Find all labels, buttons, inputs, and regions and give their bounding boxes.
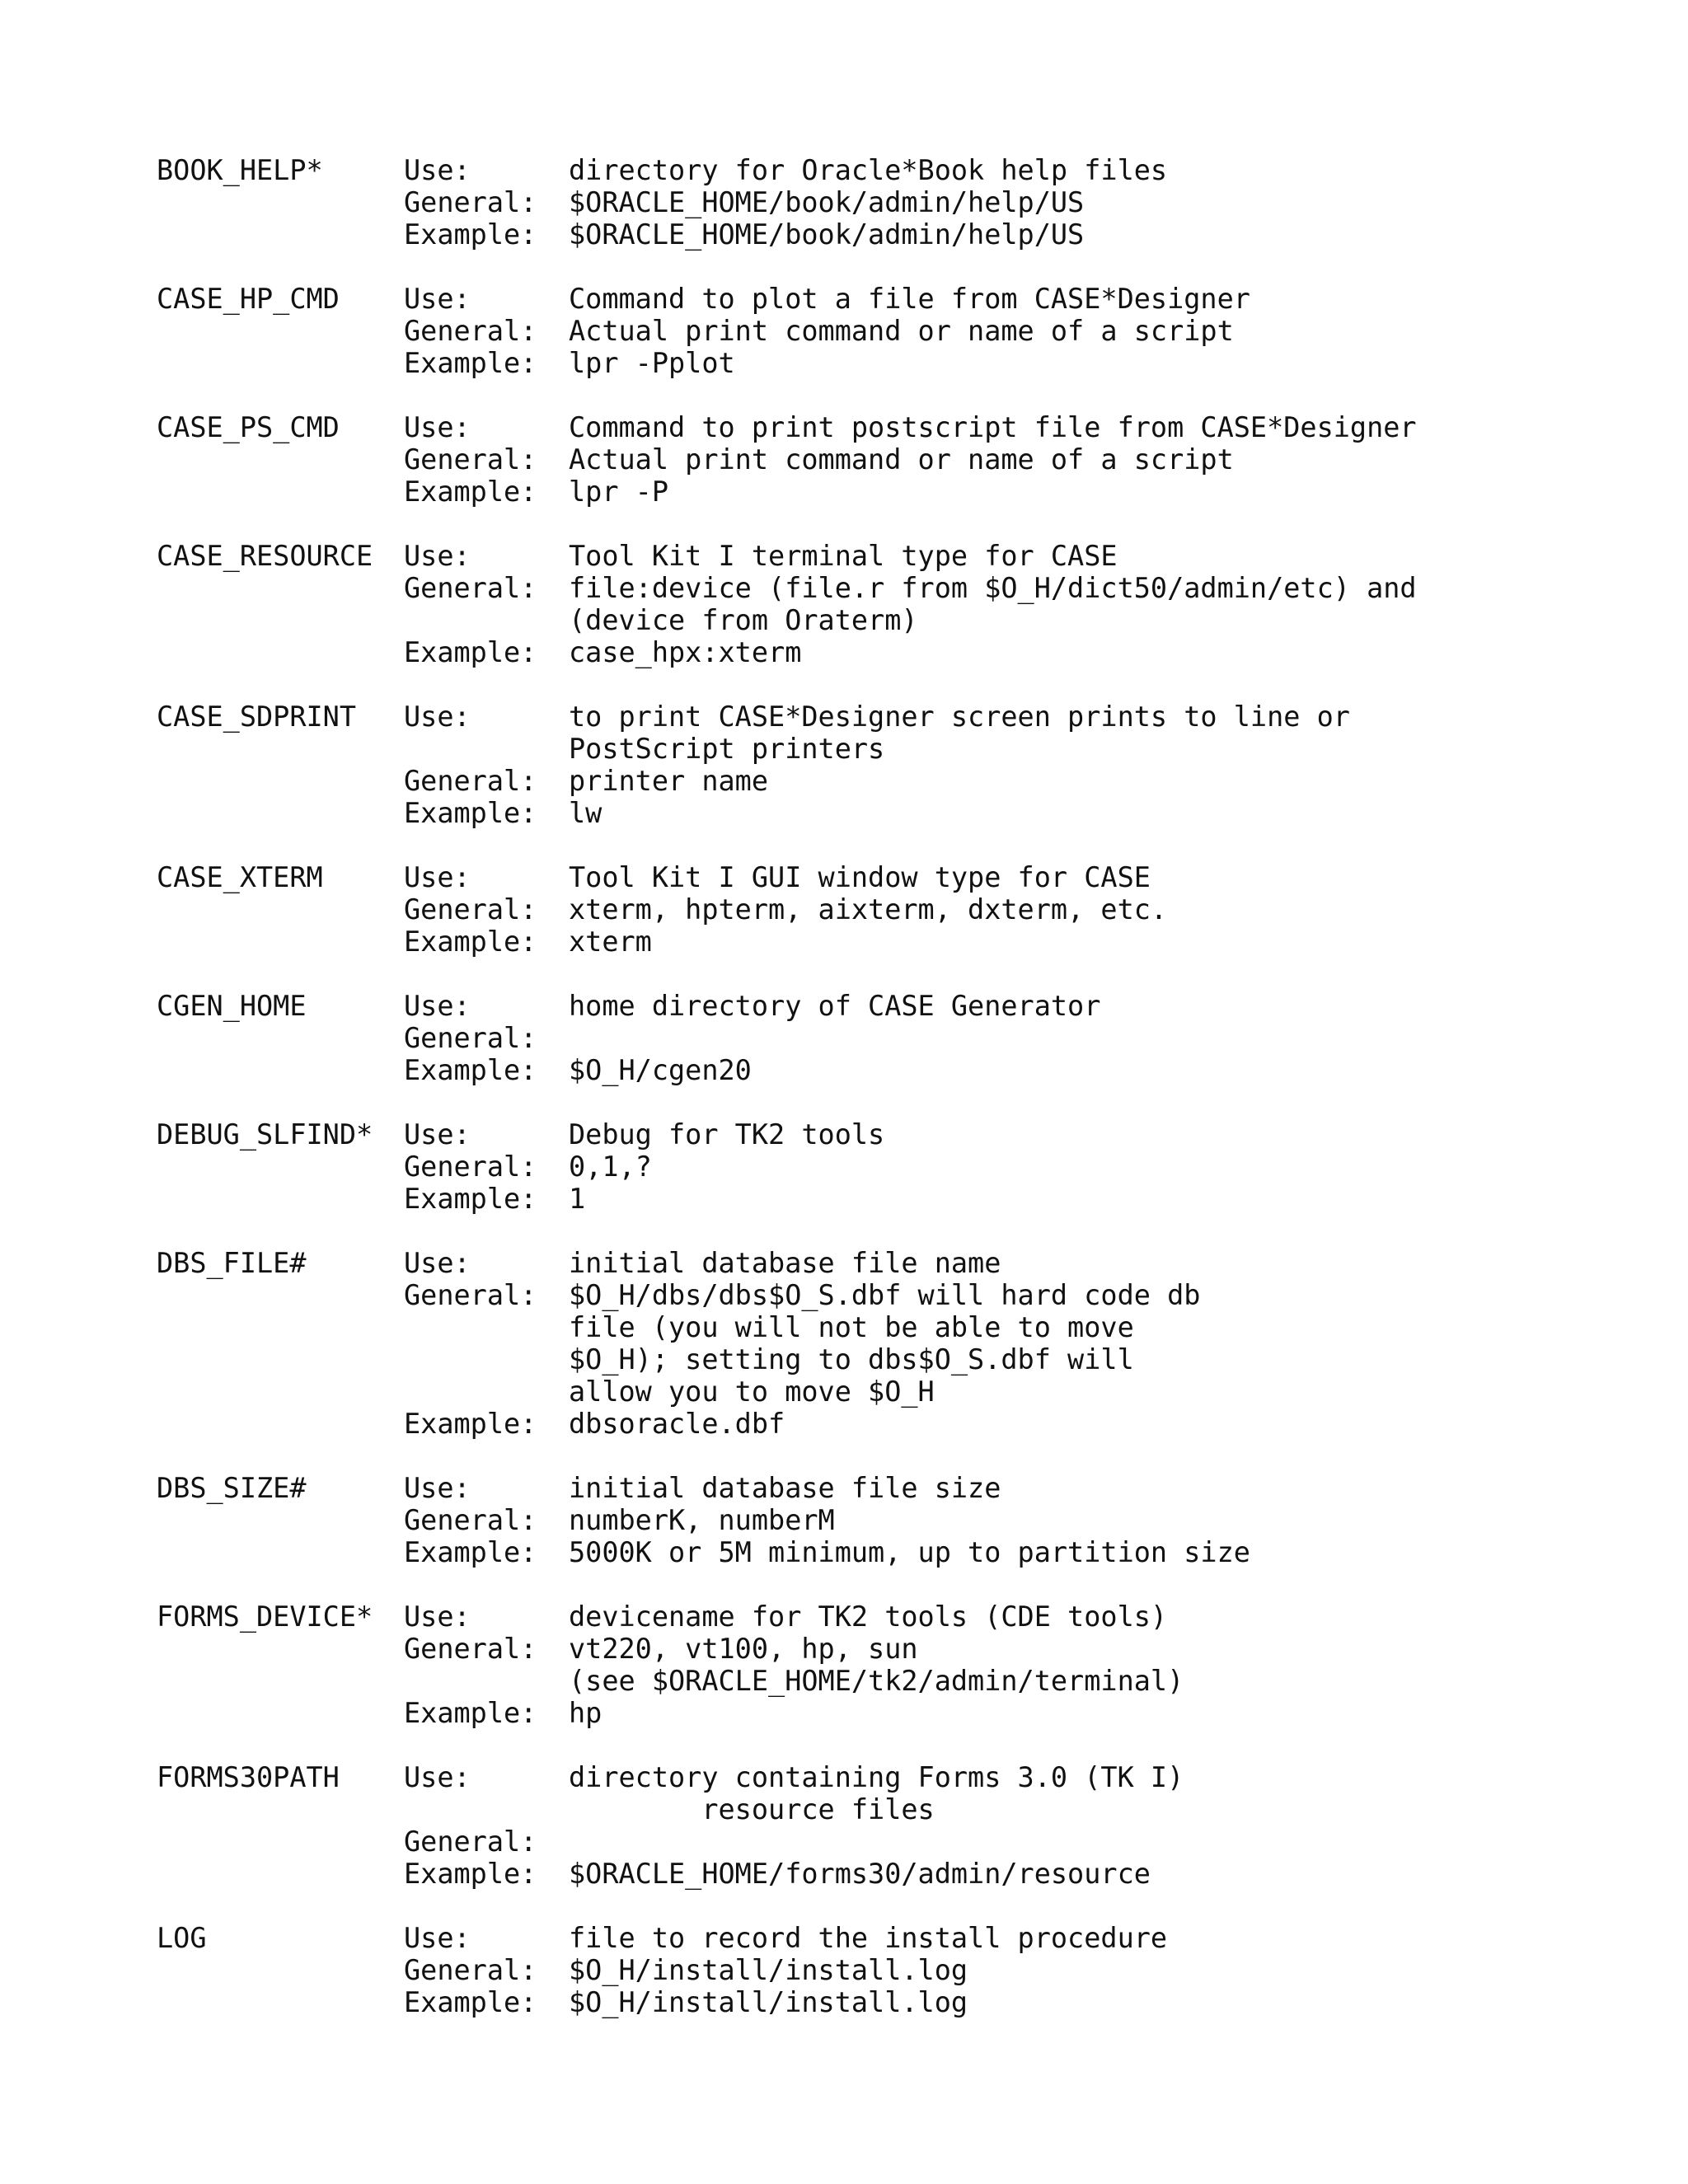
detail-value — [569, 315, 1640, 347]
env-var-entry — [157, 1118, 1640, 1215]
detail-label: Use: — [404, 1247, 471, 1279]
detail-label: General: — [404, 893, 537, 926]
detail-value-line: Command to print postscript file from CASE*Designer — [569, 411, 1417, 443]
detail-value — [569, 1697, 1640, 1729]
detail-value — [569, 893, 1640, 926]
detail-value-line: (see $ORACLE_HOME/tk2/admin/terminal) — [569, 1665, 1184, 1697]
detail-value-line: numberK, numberM — [569, 1504, 835, 1536]
detail-value — [569, 797, 1640, 829]
detail-value-line: printer name — [569, 765, 769, 797]
env-var-name: DBS_FILE# — [157, 1247, 307, 1279]
detail-value-line: $ORACLE_HOME/forms30/admin/resource — [569, 1858, 1151, 1890]
detail-value — [569, 1825, 1640, 1858]
detail-row — [404, 701, 1640, 765]
detail-value-line: directory for Oracle*Book help files — [569, 154, 1168, 186]
detail-label: General: — [404, 1825, 537, 1858]
detail-row — [404, 347, 1640, 379]
detail-value-line: case_hpx:xterm — [569, 636, 802, 668]
document-page — [157, 154, 1640, 2050]
detail-row — [404, 893, 1640, 926]
env-var-details — [404, 1922, 1640, 2018]
detail-value — [569, 1022, 1640, 1054]
env-var-name: CASE_XTERM — [157, 861, 323, 893]
env-var-entry — [157, 283, 1640, 379]
detail-value — [569, 154, 1640, 186]
detail-value — [569, 1986, 1640, 2018]
env-var-name: DBS_SIZE# — [157, 1472, 307, 1504]
env-var-name: DEBUG_SLFIND* — [157, 1118, 373, 1151]
detail-value-line: Actual print command or name of a script — [569, 443, 1234, 476]
env-var-details — [404, 861, 1640, 958]
detail-value-line: Tool Kit I GUI window type for CASE — [569, 861, 1151, 893]
detail-value-line: $O_H); setting to dbs$O_S.dbf will — [569, 1343, 1134, 1376]
detail-label: General: — [404, 1504, 537, 1536]
env-var-entry — [157, 1247, 1640, 1440]
detail-value — [569, 218, 1640, 251]
detail-label: Use: — [404, 1601, 471, 1633]
detail-value-line: $ORACLE_HOME/book/admin/help/US — [569, 186, 1085, 218]
detail-row — [404, 1183, 1640, 1215]
detail-label: Example: — [404, 1536, 537, 1568]
detail-row — [404, 1247, 1640, 1279]
detail-value — [569, 1054, 1640, 1086]
detail-label: Use: — [404, 990, 471, 1022]
detail-value-line: dbsoracle.dbf — [569, 1408, 785, 1440]
detail-value-line: $ORACLE_HOME/book/admin/help/US — [569, 218, 1085, 251]
detail-value-line: devicename for TK2 tools (CDE tools) — [569, 1601, 1168, 1633]
detail-row — [404, 765, 1640, 797]
detail-label: General: — [404, 315, 537, 347]
detail-label: Use: — [404, 861, 471, 893]
detail-value-line: vt220, vt100, hp, sun — [569, 1633, 918, 1665]
detail-value — [569, 1279, 1640, 1408]
detail-value — [569, 861, 1640, 893]
detail-value-line: allow you to move $O_H — [569, 1376, 935, 1408]
detail-row — [404, 1151, 1640, 1183]
detail-value-line: $O_H/cgen20 — [569, 1054, 752, 1086]
detail-value — [569, 476, 1640, 508]
detail-value — [569, 572, 1640, 636]
detail-value — [569, 1922, 1640, 1954]
env-var-details — [404, 154, 1640, 251]
detail-row — [404, 1761, 1640, 1825]
detail-value — [569, 926, 1640, 958]
detail-row — [404, 1504, 1640, 1536]
detail-row — [404, 1472, 1640, 1504]
detail-value-line: file:device (file.r from $O_H/dict50/admin/etc) and — [569, 572, 1417, 604]
detail-row — [404, 1536, 1640, 1568]
env-var-name: FORMS_DEVICE* — [157, 1601, 373, 1633]
detail-value-line: initial database file name — [569, 1247, 1001, 1279]
detail-value — [569, 411, 1640, 443]
detail-value-line: to print CASE*Designer screen prints to line or — [569, 701, 1350, 733]
detail-label: Example: — [404, 347, 537, 379]
detail-label: General: — [404, 572, 537, 604]
detail-value-line: directory containing Forms 3.0 (TK I) — [569, 1761, 1184, 1793]
detail-label: General: — [404, 443, 537, 476]
detail-row — [404, 315, 1640, 347]
detail-label: General: — [404, 1151, 537, 1183]
detail-value-line: lpr -P — [569, 476, 669, 508]
detail-row — [404, 1922, 1640, 1954]
detail-label: Use: — [404, 411, 471, 443]
detail-value-line: lpr -Pplot — [569, 347, 735, 379]
detail-value-line: home directory of CASE Generator — [569, 990, 1101, 1022]
detail-value — [569, 1858, 1640, 1890]
detail-row — [404, 797, 1640, 829]
detail-value — [569, 283, 1640, 315]
env-var-details — [404, 701, 1640, 829]
detail-value-line: Debug for TK2 tools — [569, 1118, 885, 1151]
detail-value — [569, 1504, 1640, 1536]
env-var-name: BOOK_HELP* — [157, 154, 323, 186]
detail-row — [404, 218, 1640, 251]
detail-value-line: file to record the install procedure — [569, 1922, 1168, 1954]
env-var-details — [404, 1247, 1640, 1440]
detail-label: General: — [404, 765, 537, 797]
detail-row — [404, 990, 1640, 1022]
detail-value — [569, 1151, 1640, 1183]
detail-label: Example: — [404, 476, 537, 508]
env-var-name: CASE_SDPRINT — [157, 701, 357, 733]
detail-row — [404, 1633, 1640, 1697]
detail-row — [404, 1279, 1640, 1408]
detail-value-line: xterm, hpterm, aixterm, dxterm, etc. — [569, 893, 1168, 926]
detail-value — [569, 347, 1640, 379]
env-var-details — [404, 283, 1640, 379]
detail-label: Example: — [404, 926, 537, 958]
detail-value-line: $O_H/dbs/dbs$O_S.dbf will hard code db — [569, 1279, 1201, 1311]
detail-value-line — [569, 1022, 1640, 1054]
detail-value — [569, 1118, 1640, 1151]
env-var-details — [404, 411, 1640, 508]
env-var-name: FORMS30PATH — [157, 1761, 340, 1793]
detail-value — [569, 1183, 1640, 1215]
detail-value — [569, 636, 1640, 668]
detail-label: General: — [404, 1022, 537, 1054]
env-var-name: CASE_HP_CMD — [157, 283, 340, 315]
detail-label: General: — [404, 1633, 537, 1665]
detail-value-line: 1 — [569, 1183, 586, 1215]
env-var-details — [404, 1601, 1640, 1729]
env-var-details — [404, 1472, 1640, 1568]
detail-label: General: — [404, 1279, 537, 1311]
detail-label: Use: — [404, 701, 471, 733]
detail-value — [569, 990, 1640, 1022]
detail-value — [569, 1601, 1640, 1633]
detail-row — [404, 154, 1640, 186]
detail-row — [404, 1825, 1640, 1858]
detail-label: Example: — [404, 1858, 537, 1890]
detail-value-line: $O_H/install/install.log — [569, 1954, 968, 1986]
detail-value — [569, 1633, 1640, 1697]
env-var-name: CASE_PS_CMD — [157, 411, 340, 443]
env-var-entry — [157, 1922, 1640, 2018]
detail-value — [569, 1954, 1640, 1986]
detail-label: Example: — [404, 636, 537, 668]
detail-value-line: (device from Oraterm) — [569, 604, 918, 636]
detail-row — [404, 636, 1640, 668]
env-var-name: CASE_RESOURCE — [157, 540, 373, 572]
env-var-entry — [157, 1601, 1640, 1729]
env-var-entry — [157, 1761, 1640, 1890]
detail-value — [569, 1472, 1640, 1504]
detail-label: Use: — [404, 154, 471, 186]
detail-value-line: Command to plot a file from CASE*Designer — [569, 283, 1250, 315]
detail-value-line: lw — [569, 797, 603, 829]
detail-value — [569, 1536, 1640, 1568]
env-var-entry — [157, 1472, 1640, 1568]
detail-label: Use: — [404, 283, 471, 315]
detail-row — [404, 1118, 1640, 1151]
env-var-details — [404, 990, 1640, 1086]
detail-row — [404, 1858, 1640, 1890]
detail-label: Example: — [404, 1054, 537, 1086]
detail-label: Use: — [404, 1761, 471, 1793]
detail-value-line: file (you will not be able to move — [569, 1311, 1134, 1343]
detail-value-line: xterm — [569, 926, 652, 958]
detail-row — [404, 926, 1640, 958]
detail-label: Example: — [404, 1697, 537, 1729]
detail-row — [404, 1022, 1640, 1054]
detail-label: Example: — [404, 797, 537, 829]
detail-value-line: 5000K or 5M minimum, up to partition size — [569, 1536, 1250, 1568]
detail-value — [569, 1761, 1640, 1825]
detail-label: Use: — [404, 1922, 471, 1954]
detail-value-line: hp — [569, 1697, 603, 1729]
env-var-entry — [157, 411, 1640, 508]
detail-value-line: Tool Kit I terminal type for CASE — [569, 540, 1118, 572]
env-var-entry — [157, 861, 1640, 958]
detail-row — [404, 861, 1640, 893]
detail-row — [404, 1408, 1640, 1440]
detail-value — [569, 443, 1640, 476]
detail-value-line: Actual print command or name of a script — [569, 315, 1234, 347]
detail-value — [569, 701, 1640, 765]
detail-label: General: — [404, 186, 537, 218]
env-var-entry — [157, 990, 1640, 1086]
detail-value-line: initial database file size — [569, 1472, 1001, 1504]
detail-row — [404, 540, 1640, 572]
env-var-details — [404, 540, 1640, 668]
detail-row — [404, 443, 1640, 476]
env-var-name: LOG — [157, 1922, 207, 1954]
detail-label: Example: — [404, 1183, 537, 1215]
detail-value — [569, 1247, 1640, 1279]
detail-label: Example: — [404, 218, 537, 251]
detail-label: General: — [404, 1954, 537, 1986]
detail-value — [569, 1408, 1640, 1440]
env-var-entry — [157, 701, 1640, 829]
env-var-entry — [157, 540, 1640, 668]
detail-row — [404, 186, 1640, 218]
env-var-details — [404, 1118, 1640, 1215]
detail-label: Use: — [404, 1118, 471, 1151]
detail-value — [569, 540, 1640, 572]
detail-label: Use: — [404, 540, 471, 572]
detail-row — [404, 476, 1640, 508]
detail-value — [569, 186, 1640, 218]
detail-label: Example: — [404, 1408, 537, 1440]
detail-row — [404, 1954, 1640, 1986]
detail-value-line — [569, 1825, 1640, 1858]
detail-value-line: $O_H/install/install.log — [569, 1986, 968, 2018]
detail-row — [404, 572, 1640, 636]
detail-value-line: resource files — [569, 1793, 935, 1825]
detail-value — [569, 765, 1640, 797]
detail-row — [404, 283, 1640, 315]
env-var-details — [404, 1761, 1640, 1890]
detail-row — [404, 1986, 1640, 2018]
detail-row — [404, 1697, 1640, 1729]
detail-row — [404, 411, 1640, 443]
env-var-entry — [157, 154, 1640, 251]
env-var-name: CGEN_HOME — [157, 990, 307, 1022]
detail-row — [404, 1054, 1640, 1086]
detail-value-line: PostScript printers — [569, 733, 885, 765]
detail-row — [404, 1601, 1640, 1633]
detail-label: Example: — [404, 1986, 537, 2018]
detail-label: Use: — [404, 1472, 471, 1504]
detail-value-line: 0,1,? — [569, 1151, 652, 1183]
